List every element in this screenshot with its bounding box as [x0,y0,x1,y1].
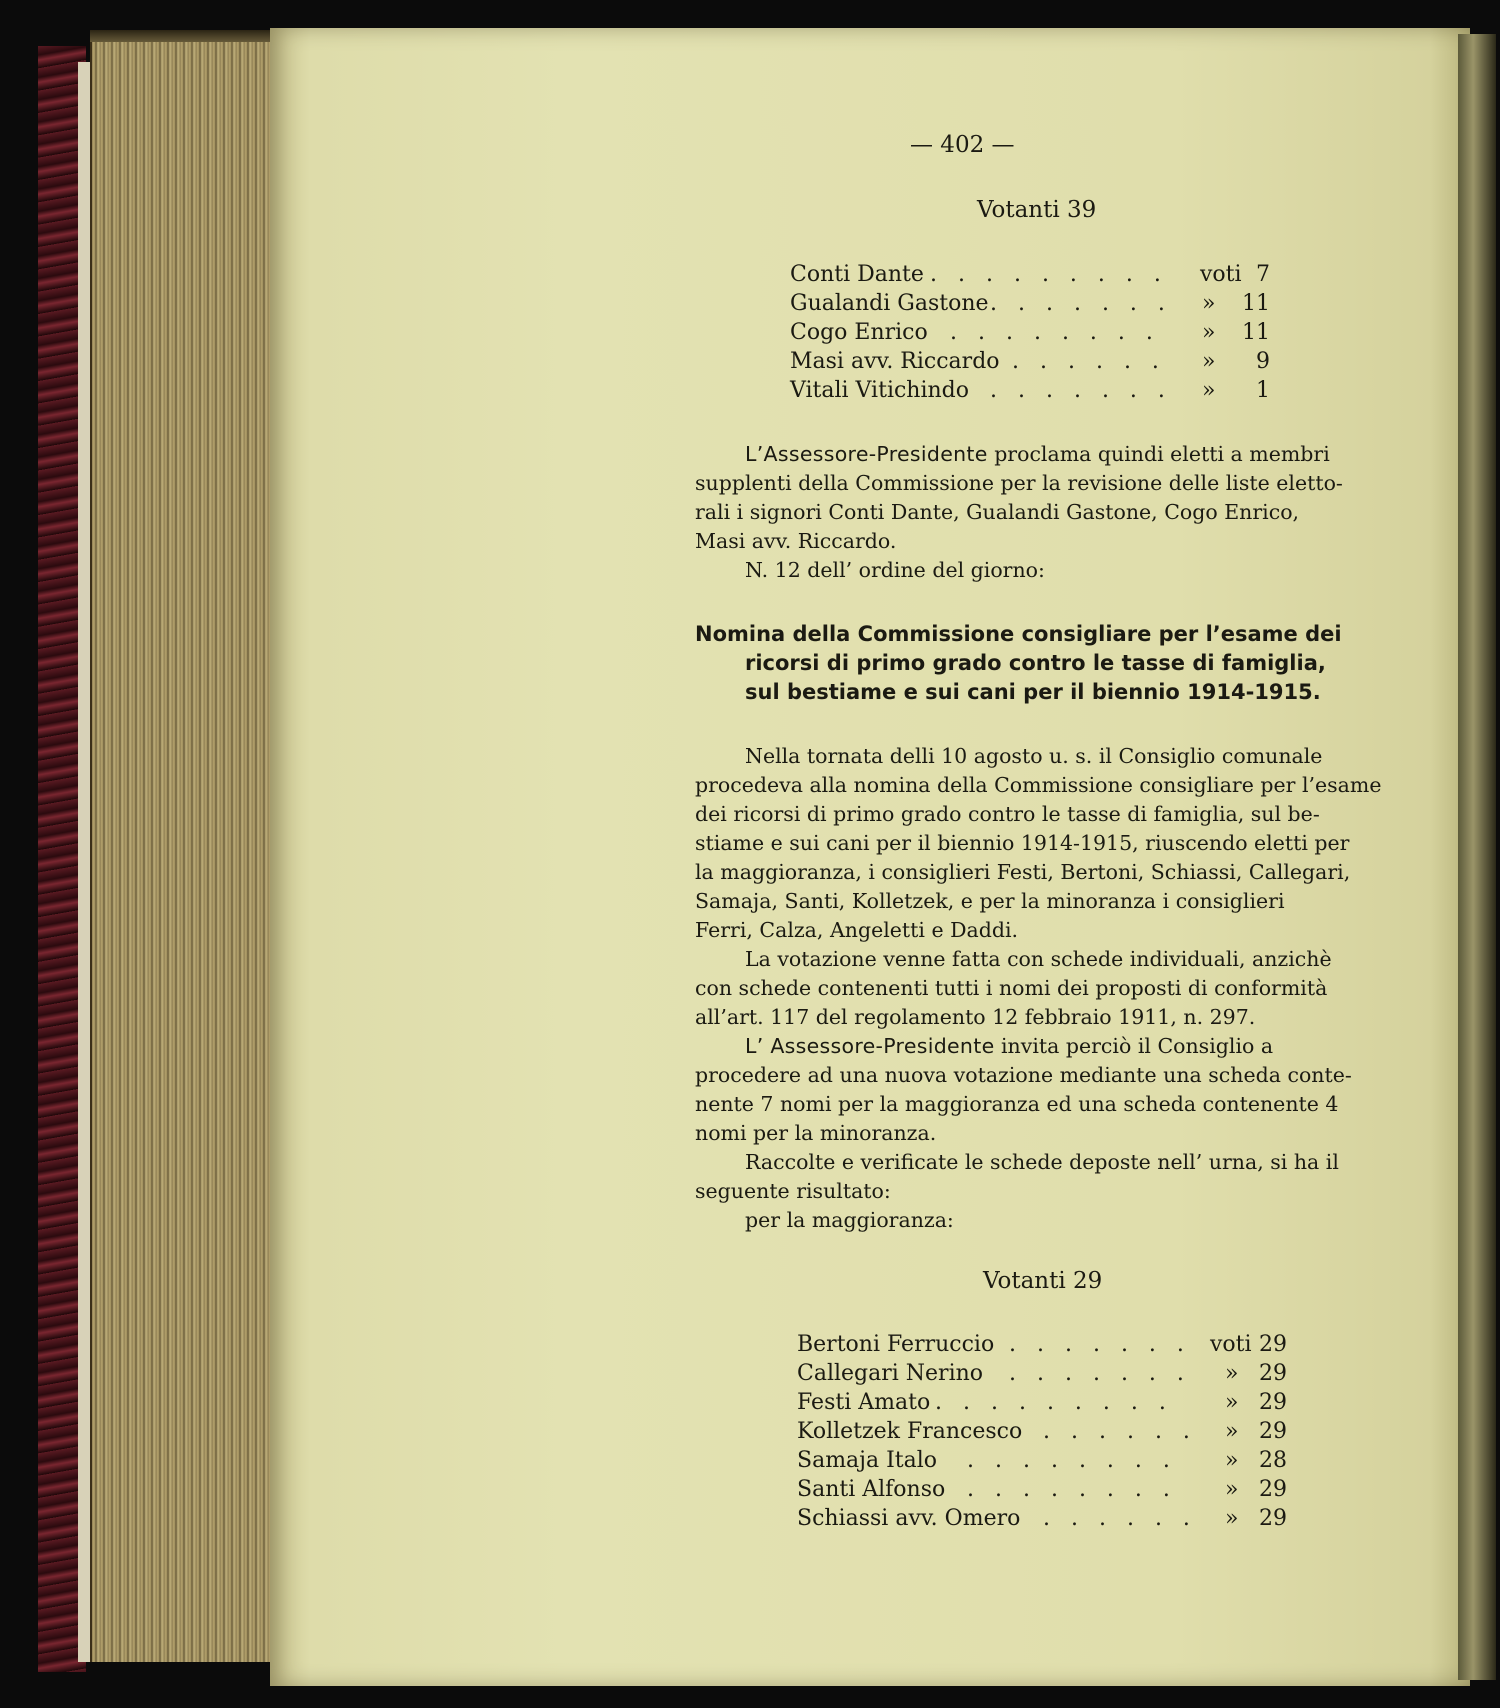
vote-row [790,347,1290,376]
candidate-name: Bertoni Ferruccio [797,1332,995,1357]
paragraph-line: la maggioranza, i consiglieri Festi, Bertoni, Schiassi, Callegari, [695,860,1351,884]
votes-count: 29 [1259,1332,1287,1357]
votes-count: 9 [1256,349,1270,374]
vote-row [790,318,1290,347]
paragraph-results [695,1148,1383,1235]
paragraph-line: seguente risultato: [695,1179,891,1203]
paragraph-proclamation [695,440,1383,556]
speaker-label: L’ Assessore-Presidente [745,1034,995,1058]
votes-count: 11 [1242,320,1270,345]
votes-mark: » [1225,1477,1239,1502]
candidate-name: Kolletzek Francesco [797,1419,1023,1444]
paragraph-text: proclama quindi eletti a membri [987,442,1330,466]
page-number: — 402 — [910,132,1015,158]
votes-mark: » [1225,1506,1239,1531]
vote-row [797,1359,1297,1388]
vote-row [797,1446,1297,1475]
vote-row [797,1475,1297,1504]
paragraph-line: nente 7 nomi per la maggioranza ed una scheda contenente 4 [695,1092,1339,1116]
paragraph-text: Nella tornata delli 10 agosto u. s. il Consiglio comunale [745,744,1323,768]
votes-mark: » [1225,1390,1239,1415]
votes-count: 29 [1259,1477,1287,1502]
votes-mark: » [1202,349,1216,374]
paragraph-text: La votazione venne fatta con schede individuali, anzichè [745,947,1332,971]
leader-dots: . . . . . . . . . [930,262,1168,287]
votes-count: 1 [1256,378,1270,403]
paragraph-line: rali i signori Conti Dante, Gualandi Gastone, Cogo Enrico, [695,500,1300,524]
section-heading [695,620,1395,707]
candidate-name: Santi Alfonso [797,1477,946,1502]
next-page-edge [1458,34,1496,1680]
votes-title-2: Votanti 29 [983,1268,1103,1294]
vote-row [797,1388,1297,1417]
votes-mark: » [1225,1361,1239,1386]
votes-mark: » [1202,291,1216,316]
votes-count: 29 [1259,1361,1287,1386]
candidate-name: Vitali Vitichindo [790,378,969,403]
candidate-name: Schiassi avv. Omero [797,1506,1021,1531]
leader-dots: . . . . . . . [990,378,1172,403]
votes-mark: voti [1200,262,1242,287]
paragraph-text: Raccolte e verificate le schede deposte nell’ urna, si ha il [745,1150,1339,1174]
paragraph-line: Ferri, Calza, Angeletti e Daddi. [695,918,1019,942]
vote-row [790,289,1290,318]
candidate-name: Cogo Enrico [790,320,928,345]
leader-dots: . . . . . . [1012,349,1166,374]
paragraph-line: all’art. 117 del regolamento 12 febbraio 1911, n. 297. [695,1005,1256,1029]
paragraph-new-vote [695,1032,1383,1148]
votes-mark: » [1225,1448,1239,1473]
vote-row [797,1417,1297,1446]
votes-count: 29 [1259,1506,1287,1531]
votes-count: 29 [1259,1390,1287,1415]
votes-count: 7 [1256,262,1270,287]
paragraph-line: procedere ad una nuova votazione mediante una scheda conte- [695,1063,1352,1087]
votes-count: 11 [1242,291,1270,316]
votes-mark: » [1225,1419,1239,1444]
vote-row [797,1504,1297,1533]
votes-mark: » [1202,378,1216,403]
leader-dots: . . . . . . . . [967,1448,1177,1473]
paragraph-text: invita perciò il Consiglio a [994,1034,1274,1058]
agenda-item [695,556,1383,585]
agenda-item-text: N. 12 dell’ ordine del giorno: [745,558,1045,582]
paragraph-line: nomi per la minoranza. [695,1121,937,1145]
paragraph-line: Masi avv. Riccardo. [695,529,897,553]
paragraph-line: stiame e sui cani per il biennio 1914-1915, riuscendo eletti per [695,831,1350,855]
vote-row [790,376,1290,405]
heading-line: Nomina della Commissione consigliare per l’esame dei [695,622,1342,646]
paragraph-line: dei ricorsi di primo grado contro le tasse di famiglia, sul be- [695,802,1320,826]
leader-dots: . . . . . . . [1009,1332,1191,1357]
paragraph-line: procedeva alla nomina della Commissione consigliare per l’esame [695,773,1382,797]
leader-dots: . . . . . . . [990,291,1172,316]
paragraph-voting-method [695,945,1383,1032]
speaker-label: L’Assessore-Presidente [745,442,988,466]
votes-mark: voti [1210,1332,1252,1357]
majority-label: per la maggioranza: [745,1208,954,1232]
candidate-name: Festi Amato [797,1390,931,1415]
paragraph-line: supplenti della Commissione per la revisione delle liste eletto- [695,471,1343,495]
paragraph-line: con schede contenenti tutti i nomi dei proposti di conformità [695,976,1328,1000]
candidate-name: Samaja Italo [797,1448,938,1473]
candidate-name: Callegari Nerino [797,1361,984,1386]
candidate-name: Gualandi Gastone [790,291,989,316]
leader-dots: . . . . . . [1043,1419,1197,1444]
vote-table-1 [790,260,1290,405]
votes-mark: » [1202,320,1216,345]
page-stack [90,42,282,1662]
vote-row [790,260,1290,289]
leader-dots: . . . . . . . . . [935,1390,1173,1415]
votes-count: 28 [1259,1448,1287,1473]
leader-dots: . . . . . . . [1009,1361,1191,1386]
paragraph-previous-session [695,742,1383,945]
heading-line: sul bestiame e sui cani per il biennio 1914-1915. [745,680,1321,704]
heading-line: ricorsi di primo grado contro le tasse di famiglia, [745,651,1326,675]
paragraph-line: Samaja, Santi, Kolletzek, e per la minoranza i consiglieri [695,889,1285,913]
leader-dots: . . . . . . [1043,1506,1197,1531]
leader-dots: . . . . . . . . [967,1477,1177,1502]
vote-row [797,1330,1297,1359]
candidate-name: Masi avv. Riccardo [790,349,1000,374]
votes-count: 29 [1259,1419,1287,1444]
vote-table-2 [797,1330,1297,1533]
votes-title-1: Votanti 39 [977,197,1097,223]
leader-dots: . . . . . . . . [950,320,1160,345]
candidate-name: Conti Dante [790,262,924,287]
